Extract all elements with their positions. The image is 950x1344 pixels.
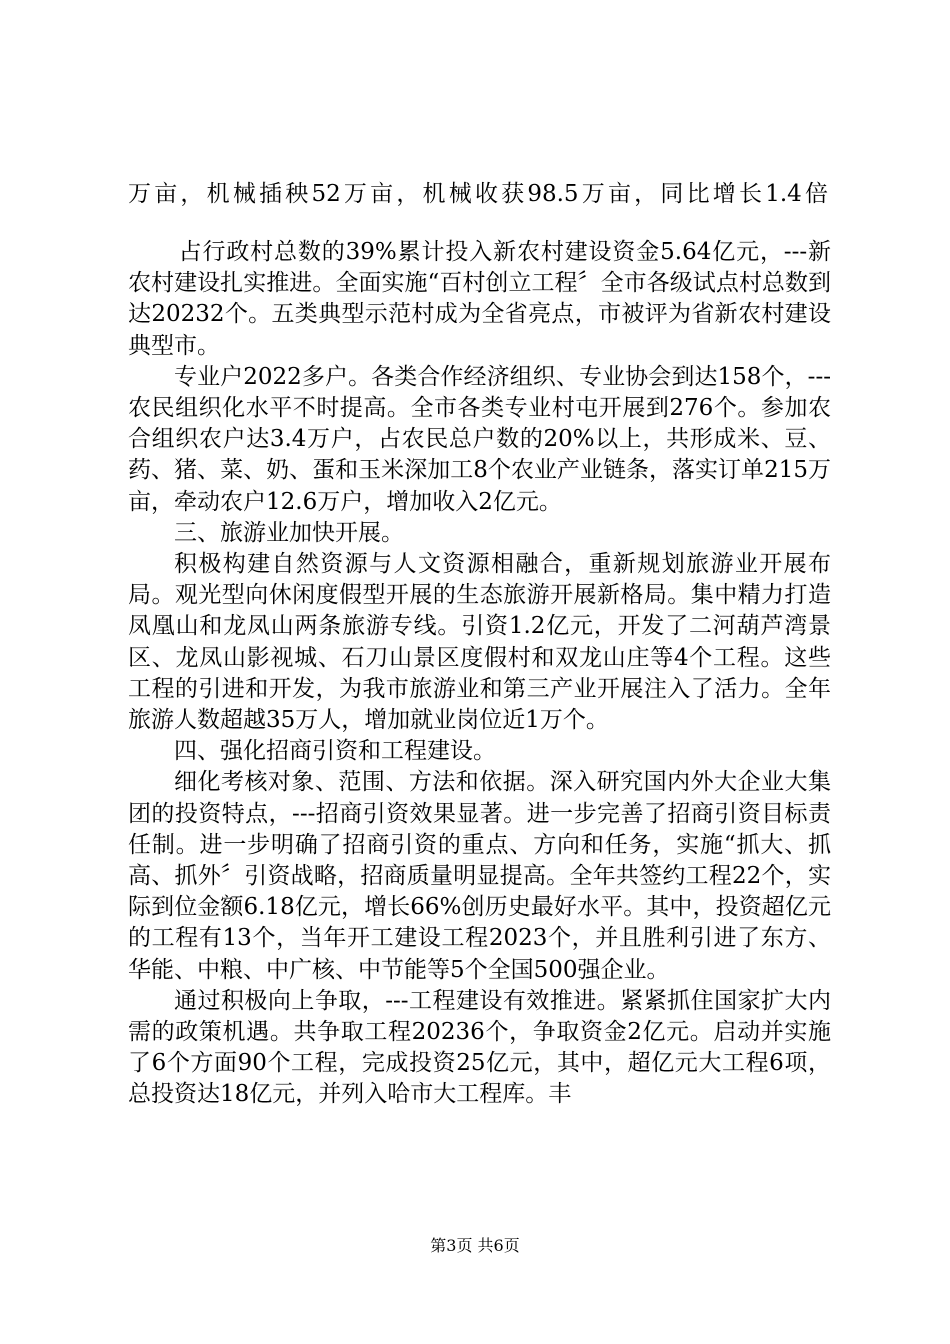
paragraph-new-countryside: 占行政村总数的39%累计投入新农村建设资金5.64亿元，---新农村建设扎实推进。全面实施“百村创立工程〞全市各级试点村总数到达20232个。五类典型示范村成为全省亮点，市被评为省新农村建设典型市。 (128, 239, 831, 359)
document-body (128, 237, 831, 1111)
section-heading-investment: 四、强化招商引资和工程建设。 (174, 738, 496, 765)
paragraph-farmer-organization: 专业户2022多户。各类合作经济组织、专业协会到达158个，---农民组织化水平不时提高。全市各类专业村屯开展到276个。参加农合组织农户达3.4万户，占农民总户数的20%以上，共形成米、豆、药、猪、菜、奶、蛋和玉米深加工8个农业产业链条，落实订单215万亩，牵动农户12.6万户，增加收入2亿元。 (128, 363, 831, 515)
paragraph-tourism: 积极构建自然资源与人文资源相融合，重新规划旅游业开展布局。观光型向休闲度假型开展的生态旅游开展新格局。集中精力打造凤凰山和龙凤山两条旅游专线。引资1.2亿元，开发了二河葫芦湾景区、龙凤山影视城、石刀山景区度假村和双龙山庄等4个工程。这些工程的引进和开发，为我市旅游业和第三产业开展注入了活力。全年旅游人数超越35万人，增加就业岗位近1万个。 (128, 551, 831, 734)
section-heading-tourism: 三、旅游业加快开展。 (174, 519, 404, 546)
paragraph-project-construction: 通过积极向上争取，---工程建设有效推进。紧紧抓住国家扩大内需的政策机遇。共争取工程20236个，争取资金2亿元。启动并实施了6个方面90个工程，完成投资25亿元，其中，超亿元大工程6项，总投资达18亿元，并列入哈市大工程库。丰 (128, 987, 831, 1108)
paragraph-investment: 细化考核对象、范围、方法和依据。深入研究国内外大企业大集团的投资特点，---招商引资效果显著。进一步完善了招商引资目标责任制。进一步明确了招商引资的重点、方向和任务，实施“抓大、抓高、抓外〞引资战略，招商质量明显提高。全年共签约工程22个，实际到位金额6.18亿元，增长66%创历史最好水平。其中，投资超亿元的工程有13个，当年开工建设工程2023个，并且胜利引进了东方、华能、中粮、中广核、中节能等5个全国500强企业。 (128, 769, 831, 983)
page-number-footer: 第3页 共6页 (430, 1236, 520, 1255)
continued-line: 万亩，机械插秧52万亩，机械收获98.5万亩，同比增长1.4倍 (128, 181, 828, 207)
